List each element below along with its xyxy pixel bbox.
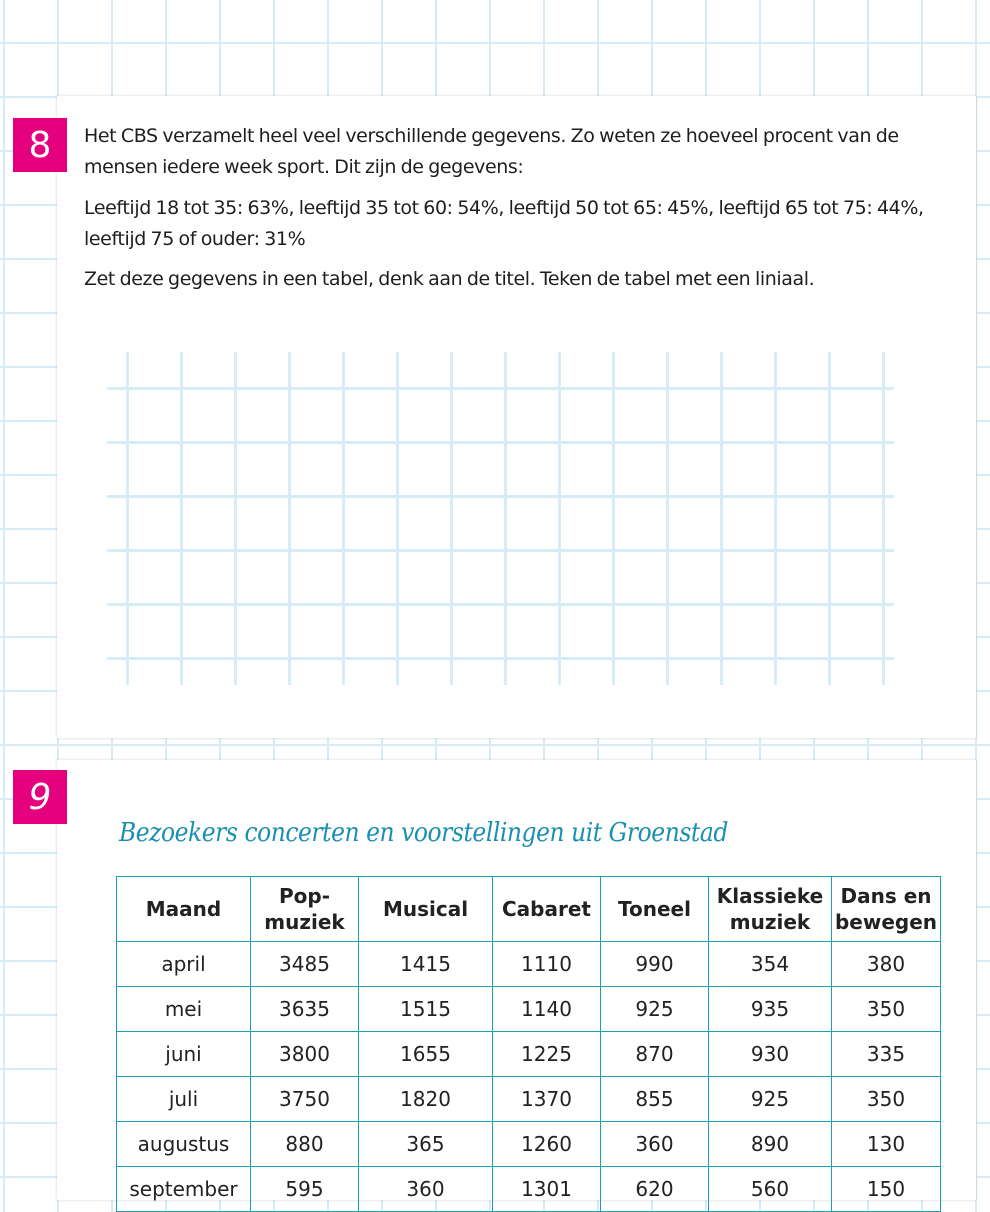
exercise-8-data: Leeftijd 18 tot 35: 63%, leeftijd 35 tot 60: 54%, leeftijd 50 tot 65: 45%, leeftijd 65 tot 75: 44%, leeftijd 75 of ouder: 31% [84, 197, 924, 250]
table-cell: 855 [601, 1077, 709, 1122]
table-cell: 380 [832, 942, 941, 987]
table-row [117, 1032, 941, 1077]
table-cell: 360 [601, 1122, 709, 1167]
table-cell: 1225 [493, 1032, 601, 1077]
table-cell: september [117, 1167, 251, 1212]
header-cell: Cabaret [493, 877, 601, 942]
table-cell: 350 [832, 987, 941, 1032]
answer-grid[interactable] [107, 352, 894, 685]
table-cell: 1260 [493, 1122, 601, 1167]
table-cell: 925 [601, 987, 709, 1032]
table-cell: juni [117, 1032, 251, 1077]
table-row [117, 1167, 941, 1212]
table-header-row [117, 877, 941, 942]
table-row [117, 1122, 941, 1167]
table-cell: 360 [359, 1167, 493, 1212]
table-cell: 560 [709, 1167, 832, 1212]
table-cell: 3800 [251, 1032, 359, 1077]
table-cell: 1515 [359, 987, 493, 1032]
table-cell: 1820 [359, 1077, 493, 1122]
table-cell: 930 [709, 1032, 832, 1077]
exercise-8-intro: Het CBS verzamelt heel veel verschillende gegevens. Zo weten ze hoeveel procent van de mensen iedere week sport. Dit zijn de gegevens: [84, 125, 899, 178]
header-cell: Pop-muziek [251, 877, 359, 942]
table-cell: 3750 [251, 1077, 359, 1122]
table-cell: 1415 [359, 942, 493, 987]
header-cell: Toneel [601, 877, 709, 942]
table-cell: 1301 [493, 1167, 601, 1212]
table-cell: 935 [709, 987, 832, 1032]
table-cell: mei [117, 987, 251, 1032]
table-cell: 870 [601, 1032, 709, 1077]
table-cell: 150 [832, 1167, 941, 1212]
table-cell: 925 [709, 1077, 832, 1122]
exercise-number-badge: 9 [13, 770, 67, 824]
table-cell: 1370 [493, 1077, 601, 1122]
table-cell: 130 [832, 1122, 941, 1167]
table-cell: 3635 [251, 987, 359, 1032]
table-cell: 880 [251, 1122, 359, 1167]
table-cell: augustus [117, 1122, 251, 1167]
table-row [117, 1077, 941, 1122]
table-cell: 990 [601, 942, 709, 987]
table-cell: 365 [359, 1122, 493, 1167]
table-cell: 335 [832, 1032, 941, 1077]
header-cell: Maand [117, 877, 251, 942]
table-cell: 1110 [493, 942, 601, 987]
table-cell: april [117, 942, 251, 987]
visitors-table [116, 876, 941, 1212]
table-cell: 1140 [493, 987, 601, 1032]
table-cell: 354 [709, 942, 832, 987]
header-cell: Musical [359, 877, 493, 942]
table-cell: 1655 [359, 1032, 493, 1077]
table-cell: 350 [832, 1077, 941, 1122]
exercise-number-badge: 8 [13, 118, 67, 172]
table-cell: 890 [709, 1122, 832, 1167]
table-title: Bezoekers concerten en voorstellingen uit Groenstad [119, 818, 728, 848]
header-cell: Klassieke muziek [709, 877, 832, 942]
table-row [117, 942, 941, 987]
header-cell: Dans en bewegen [832, 877, 941, 942]
table-cell: 595 [251, 1167, 359, 1212]
table-row [117, 987, 941, 1032]
table-cell: 3485 [251, 942, 359, 987]
exercise-8-instruction: Zet deze gegevens in een tabel, denk aan de titel. Teken de tabel met een liniaal. [84, 268, 815, 290]
table-cell: juli [117, 1077, 251, 1122]
table-cell: 620 [601, 1167, 709, 1212]
